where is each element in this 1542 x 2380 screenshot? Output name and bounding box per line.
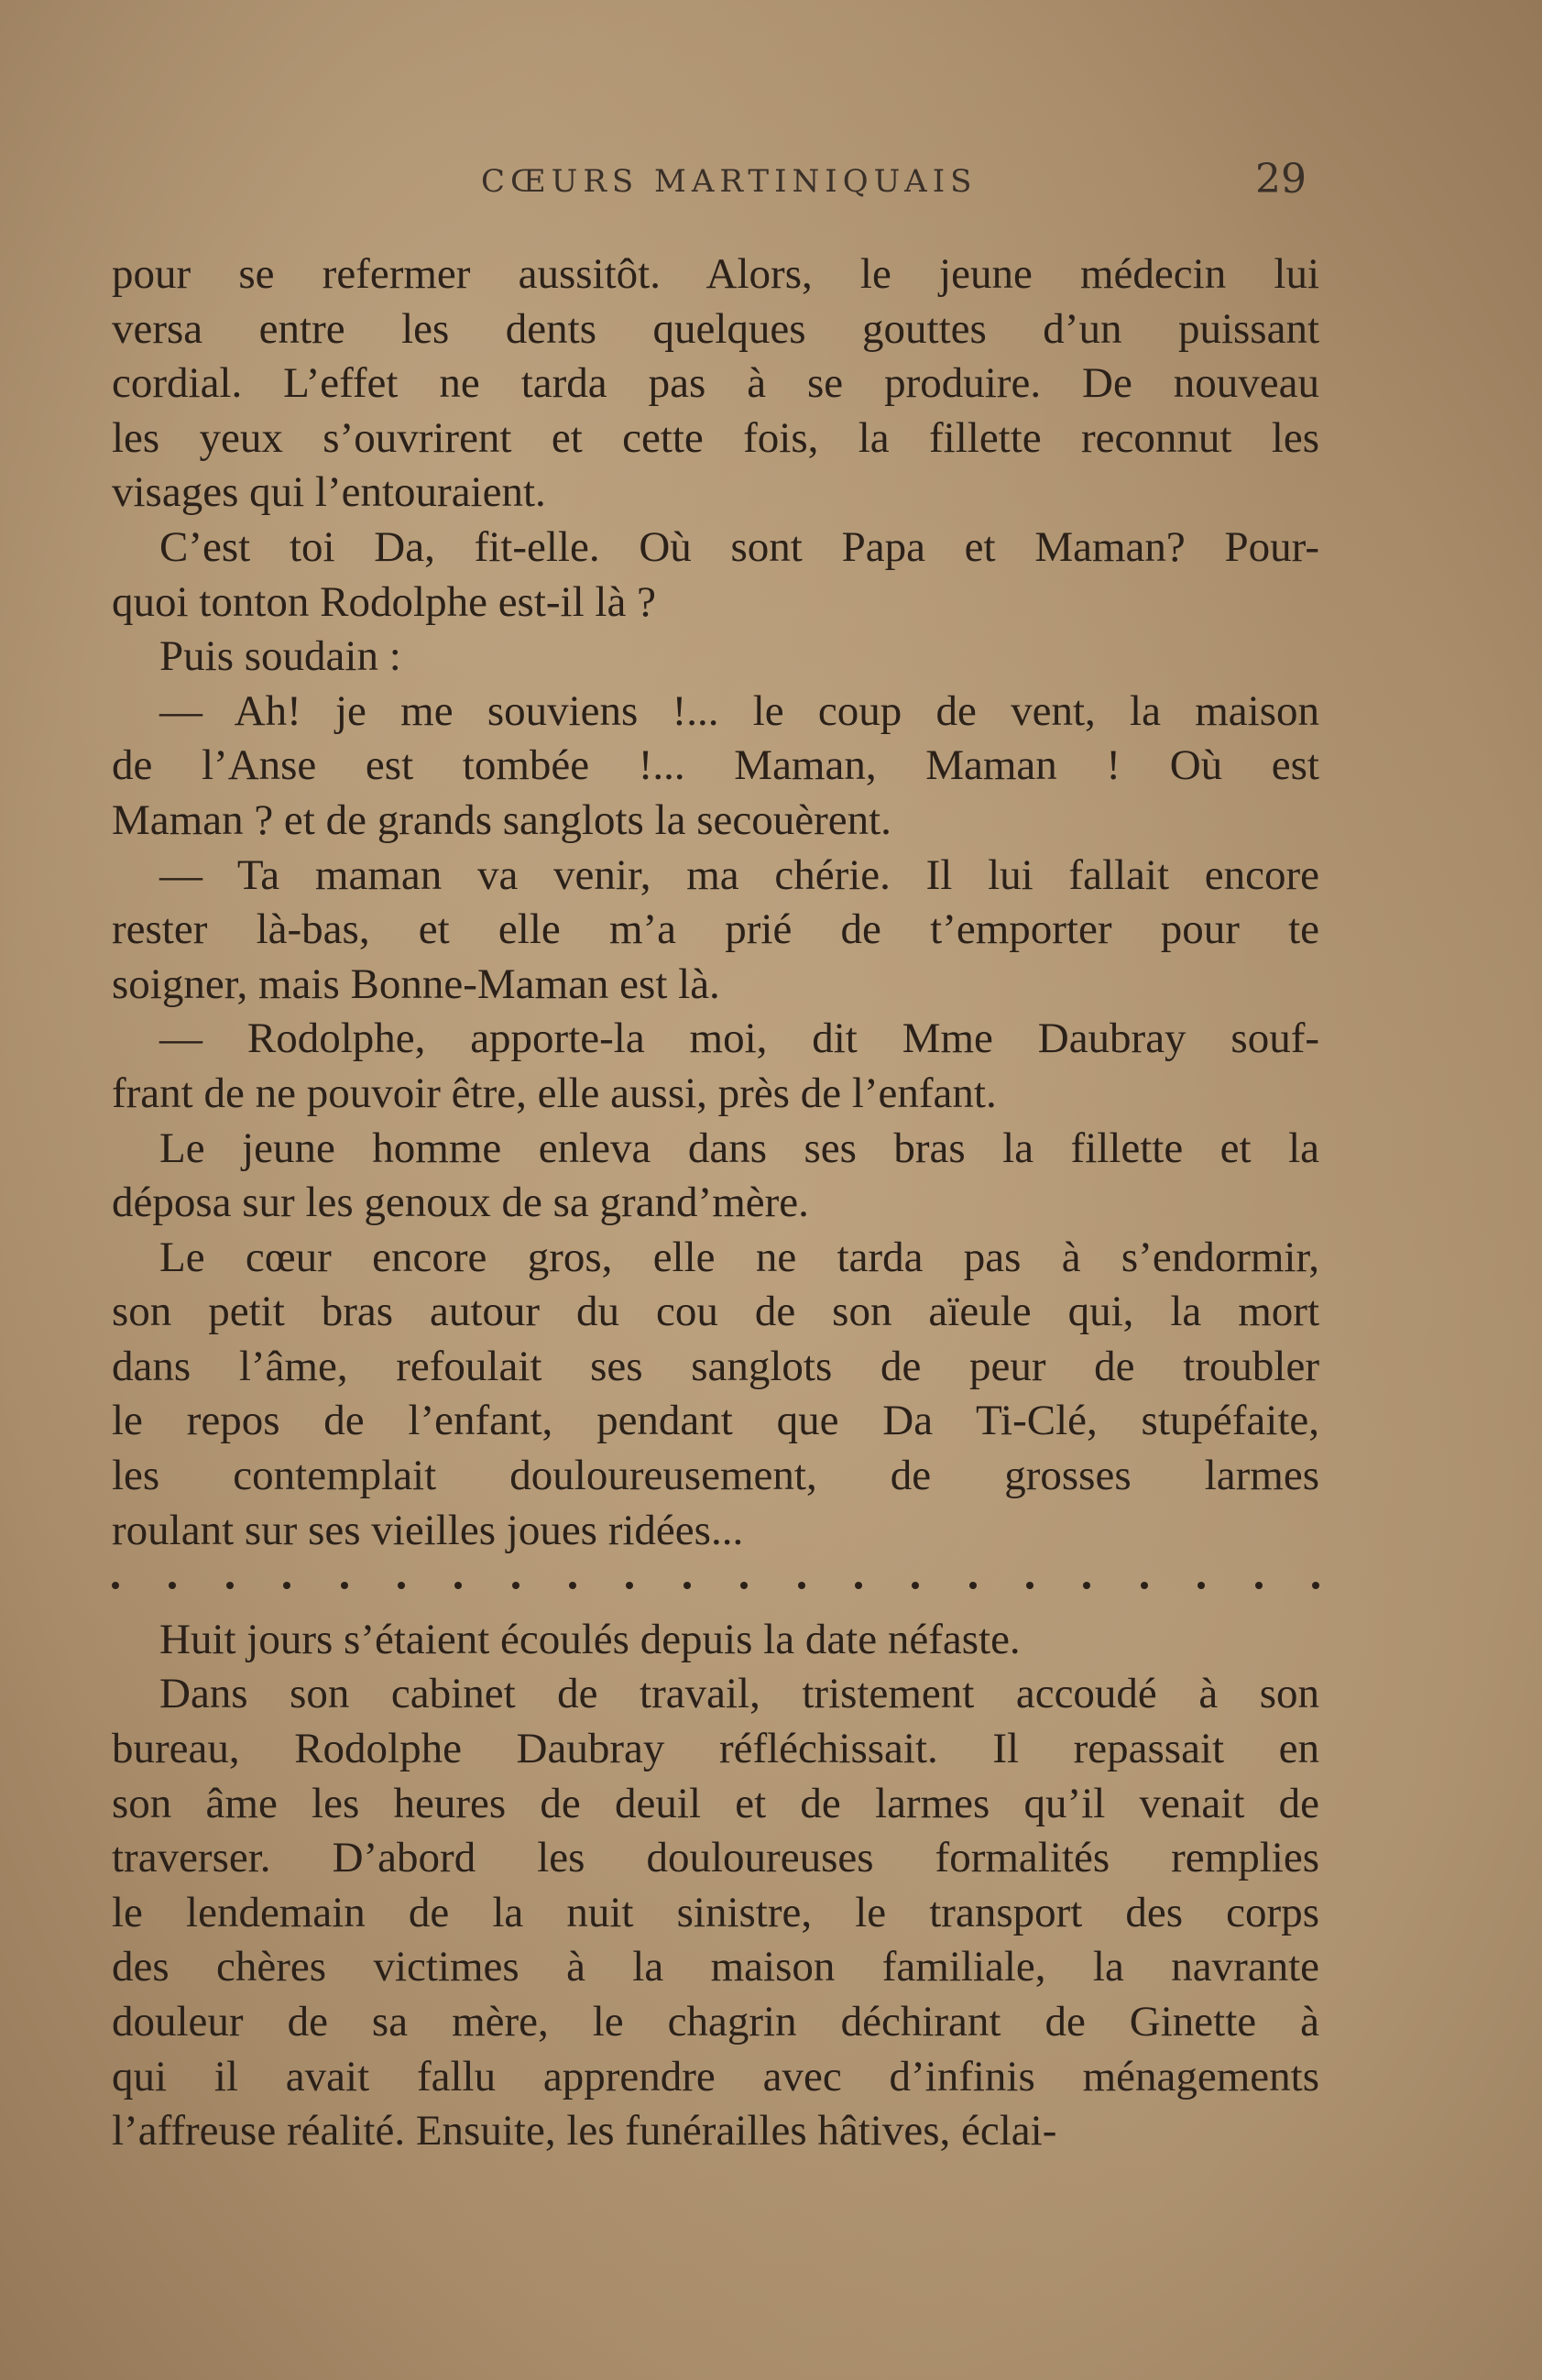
text-line: de l’Anse est tombée !... Maman, Maman ! Où est (112, 741, 1319, 790)
text-line: quoi tonton Rodolphe est-il là ? (112, 577, 656, 626)
dot (1198, 1582, 1205, 1589)
dot (1312, 1582, 1319, 1589)
dot (112, 1582, 119, 1589)
text-line: l’affreuse réalité. Ensuite, les funérailles hâtives, éclai- (112, 2107, 1057, 2155)
dot (912, 1582, 919, 1589)
dot (1026, 1582, 1033, 1589)
text-line: roulant sur ses vieilles joues ridées... (112, 1506, 744, 1554)
dot (855, 1582, 862, 1589)
text-line: Huit jours s’étaient écoulés depuis la date néfaste. (159, 1615, 1021, 1663)
dot (398, 1582, 405, 1589)
text-line: les yeux s’ouvrirent et cette fois, la fillette reconnut les (112, 413, 1319, 462)
text-line: versa entre les dents quelques gouttes d’un puissant (112, 304, 1319, 353)
text-line: Le jeune homme enleva dans ses bras la fillette et la (159, 1124, 1319, 1172)
dot (283, 1582, 290, 1589)
text-line: des chères victimes à la maison familiale, la navrante (112, 1943, 1319, 1991)
dot (1141, 1582, 1148, 1589)
dot (512, 1582, 519, 1589)
dot (626, 1582, 633, 1589)
dot (969, 1582, 977, 1589)
text-line: cordial. L’effet ne tarda pas à se produire. De nouveau (112, 359, 1319, 408)
dot (740, 1582, 748, 1589)
running-title: CŒURS MARTINIQUAIS (481, 163, 978, 200)
text-line: pour se refermer aussitôt. Alors, le jeune médecin lui (112, 250, 1319, 298)
text-line: Dans son cabinet de travail, tristement accoudé à son (159, 1670, 1319, 1718)
text-line: Le cœur encore gros, elle ne tarda pas à s’endormir, (159, 1233, 1319, 1281)
text-line: bureau, Rodolphe Daubray réfléchissait. Il repassait en (112, 1725, 1319, 1773)
text-line: le lendemain de la nuit sinistre, le transport des corps (112, 1888, 1319, 1936)
dot (169, 1582, 176, 1589)
text-line: les contemplait douloureusement, de grosses larmes (112, 1452, 1319, 1500)
dot (226, 1582, 234, 1589)
dot (798, 1582, 805, 1589)
text-line: Puis soudain : (159, 632, 401, 681)
text-line: — Rodolphe, apporte-la moi, dit Mme Daubray souf- (159, 1015, 1319, 1063)
page-number: 29 (1255, 156, 1307, 203)
dot (1255, 1582, 1263, 1589)
text-line: son âme les heures de deuil et de larmes qu’il venait de (112, 1779, 1319, 1827)
text-line: rester là-bas, et elle m’a prié de t’emporter pour te (112, 905, 1319, 954)
dot (1083, 1582, 1090, 1589)
text-line: le repos de l’enfant, pendant que Da Ti-Clé, stupéfaite, (112, 1397, 1319, 1445)
paragraph-group-before-break (112, 247, 1319, 1558)
dot (454, 1582, 462, 1589)
dot (569, 1582, 576, 1589)
text-line: frant de ne pouvoir être, elle aussi, près de l’enfant. (112, 1069, 997, 1117)
text-line: traverser. D’abord les douloureuses formalités remplies (112, 1834, 1319, 1882)
text-line: douleur de sa mère, le chagrin déchirant de Ginette à (112, 1998, 1319, 2045)
paragraph-group-after-break (112, 1613, 1319, 2159)
text-line: dans l’âme, refoulait ses sanglots de peur de troubler (112, 1342, 1319, 1390)
page-header (0, 156, 1542, 209)
text-line: déposa sur les genoux de sa grand’mère. (112, 1179, 809, 1227)
text-line: C’est toi Da, fit-elle. Où sont Papa et Maman? Pour- (159, 522, 1319, 571)
text-line: visages qui l’entouraient. (112, 468, 546, 517)
section-break-dots (112, 1558, 1319, 1613)
text-line: qui il avait fallu apprendre avec d’infinis ménagements (112, 2052, 1319, 2100)
text-line: soigner, mais Bonne-Maman est là. (112, 960, 720, 1008)
dot (684, 1582, 691, 1589)
body-text (112, 247, 1319, 2159)
text-line: — Ta maman va venir, ma chérie. Il lui fallait encore (159, 850, 1319, 899)
dot (341, 1582, 348, 1589)
text-line: son petit bras autour du cou de son aïeule qui, la mort (112, 1288, 1319, 1336)
text-line: Maman ? et de grands sanglots la secouèrent. (112, 795, 891, 844)
text-line: — Ah! je me souviens !... le coup de vent, la maison (159, 686, 1319, 735)
